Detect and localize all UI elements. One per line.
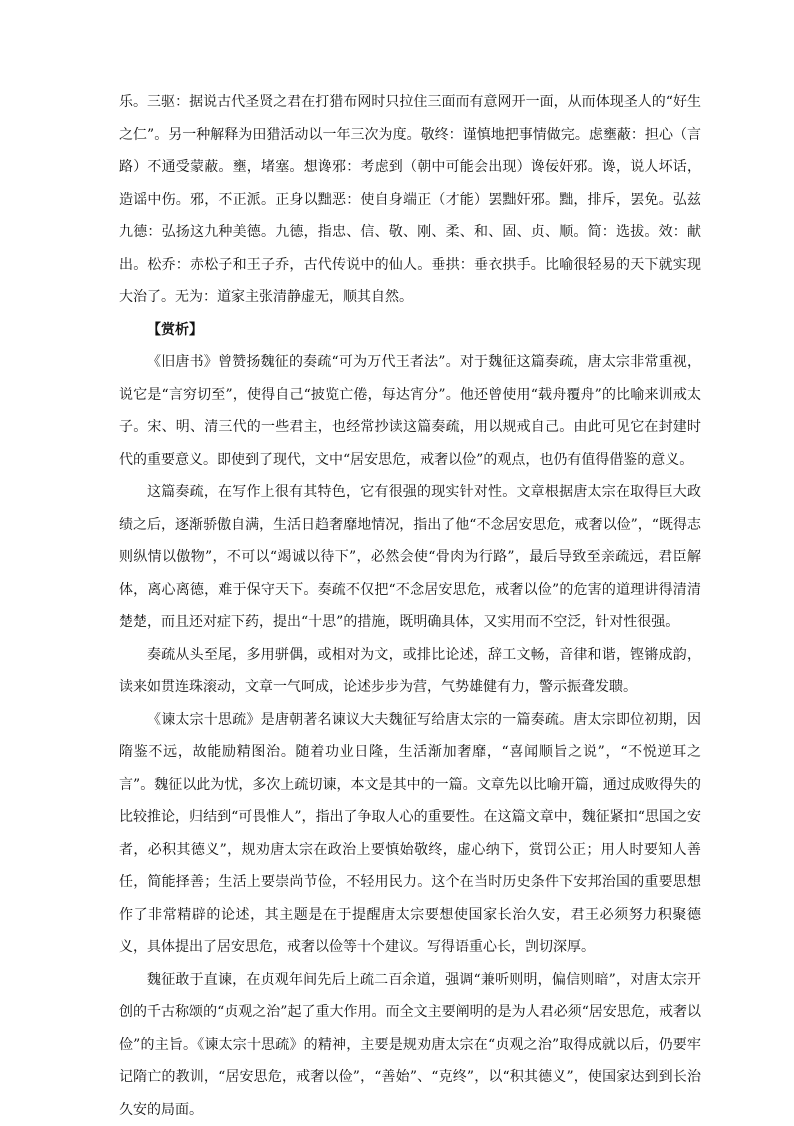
- document-page: [119, 86, 701, 1126]
- body-paragraph: 奏疏从头至尾，多用骈偶，或相对为文，或排比论述，辞工文畅，音律和谐，铿锵成韵，读来如贯连珠滚动，文章一气呵成，论述步步为营，气势雄健有力，警示振聋发聩。: [119, 639, 701, 704]
- body-paragraph: 《旧唐书》曾赞扬魏征的奏疏“可为万代王者法”。对于魏征这篇奏疏，唐太宗非常重视，说它是“言穷切至”，使得自己“披览亡倦，每达宵分”。他还曾使用“载舟覆舟”的比喻来训戒太子。宋、明、清三代的一些君主，也经常抄读这篇奏疏，用以规戒自己。由此可见它在封建时代的重要意义。即使到了现代，文中“居安思危，戒奢以俭”的观点，也仍有值得借鉴的意义。: [119, 346, 701, 476]
- body-paragraph: 这篇奏疏，在写作上很有其特色，它有很强的现实针对性。文章根据唐太宗在取得巨大政绩之后，逐渐骄傲自满，生活日趋奢靡地情况，指出了他“不念居安思危，戒奢以俭”，“既得志则纵情以傲物”，不可以“竭诚以待下”，必然会使“骨肉为行路”，最后导致至亲疏远，君臣解体，离心离德，难于保守天下。奏疏不仅把“不念居安思危，戒奢以俭”的危害的道理讲得清清楚楚，而且还对症下药，提出“十思”的措施，既明确具体，又实用而不空泛，针对性很强。: [119, 476, 701, 639]
- body-paragraph: 魏征敢于直谏，在贞观年间先后上疏二百余道，强调“兼听则明，偏信则暗”，对唐太宗开创的千古称颂的“贞观之治”起了重大作用。而全文主要阐明的是为人君必须“居安思危，戒奢以俭”的主旨。《谏太宗十思疏》的精神，主要是规劝唐太宗在“贞观之治”取得成就以后，仍要牢记隋亡的教训，“居安思危，戒奢以俭”，“善始”、“克终”，以“积其德义”，使国家达到到长治久安的局面。: [119, 964, 701, 1126]
- appreciation-heading: 【赏析】: [119, 314, 701, 347]
- notes-paragraph: 乐。三驱：据说古代圣贤之君在打猎布网时只拉住三面而有意网开一面，从而体现圣人的“好生之仁”。另一种解释为田猎活动以一年三次为度。敬终：谨慎地把事情做完。虑壅蔽：担心（言路）不通受蒙蔽。壅，堵塞。想谗邪：考虑到（朝中可能会出现）谗佞奸邪。谗，说人坏话，造谣中伤。邪，不正派。正身以黜恶：使自身端正（才能）罢黜奸邪。黜，排斥，罢免。弘兹九德：弘扬这九种美德。九德，指忠、信、敬、刚、柔、和、固、贞、顺。简：选拔。效：献出。松乔：赤松子和王子乔，古代传说中的仙人。垂拱：垂衣拱手。比喻很轻易的天下就实现大治了。无为：道家主张清静虚无，顺其自然。: [119, 86, 701, 314]
- body-paragraph: 《谏太宗十思疏》是唐朝著名谏议大夫魏征写给唐太宗的一篇奏疏。唐太宗即位初期，因隋鉴不远，故能励精图治。随着功业日隆，生活渐加奢靡，“喜闻顺旨之说”，“不悦逆耳之言”。魏征以此为忧，多次上疏切谏，本文是其中的一篇。文章先以比喻开篇，通过成败得失的比较推论，归结到“可畏惟人”，指出了争取人心的重要性。在这篇文章中，魏征紧扣“思国之安者，必积其德义”，规劝唐太宗在政治上要慎始敬终，虚心纳下，赏罚公正；用人时要知人善任，简能择善；生活上要崇尚节俭，不轻用民力。这个在当时历史条件下安邦治国的重要思想作了非常精辟的论述，其主题是在于提醒唐太宗要想使国家长治久安，君王必须努力积聚德义，具体提出了居安思危，戒奢以俭等十个建议。写得语重心长，剀切深厚。: [119, 704, 701, 964]
